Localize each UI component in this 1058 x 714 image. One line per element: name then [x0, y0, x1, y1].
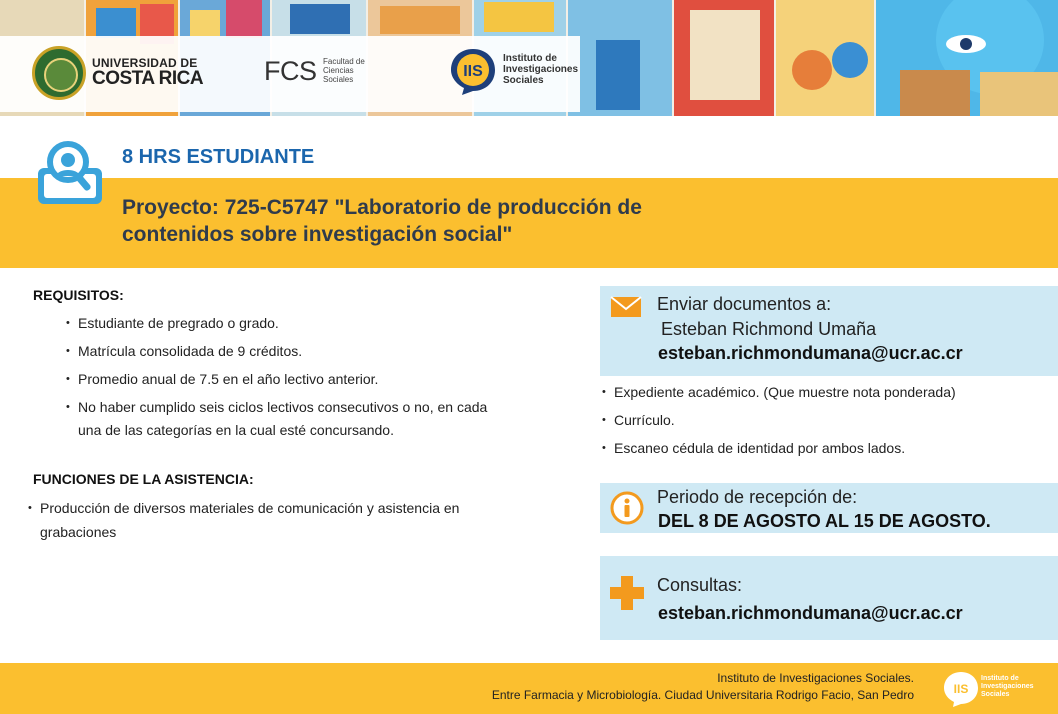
ucr-line2: COSTA RICA — [92, 68, 204, 89]
footer-line2: Entre Farmacia y Microbiología. Ciudad Universitaria Rodrigo Facio, San Pedro — [491, 688, 914, 702]
requisitos-heading: REQUISITOS: — [33, 287, 124, 303]
project-title — [122, 194, 762, 248]
enviar-label: Enviar documentos a: — [657, 294, 832, 314]
search-person-icon — [34, 138, 106, 206]
ucr-logo-text — [92, 57, 203, 88]
fcs-logo-subtitle — [323, 57, 365, 84]
list-item: • Producción de diversos materiales de comunicación y asistencia en grabaciones — [28, 496, 508, 544]
info-icon — [610, 491, 644, 525]
fcs-logo: FCS — [264, 56, 317, 86]
footer-iis-sub-line: Sociales — [981, 691, 1010, 698]
periodo-label: Periodo de recepción de: — [657, 487, 858, 507]
periodo-dates: DEL 8 DE AGOSTO AL 15 DE AGOSTO. — [658, 511, 991, 531]
funciones-list — [28, 496, 508, 544]
project-title-line: Proyecto: 725-C5747 "Laboratorio de producción de — [122, 196, 642, 219]
list-item: • Matrícula consolidada de 9 créditos. — [66, 340, 536, 363]
fcs-sub-line: Facultad de — [323, 57, 365, 66]
fcs-sub-line: Ciencias — [323, 66, 354, 75]
consultas-label: Consultas: — [657, 575, 743, 595]
list-item: • No haber cumplido seis ciclos lectivos consecutivos o no, en cada una de las categorías en la cual esté concursando. — [66, 396, 506, 442]
iis-logo-mark: IIS — [463, 63, 483, 80]
list-item: • Escaneo cédula de identidad por ambos lados. — [602, 436, 1052, 460]
hours-title: 8 HRS ESTUDIANTE — [122, 146, 315, 168]
footer-iis-sub-line: Investigaciones — [981, 683, 1034, 690]
list-item: • Currículo. — [602, 408, 1052, 432]
iis-sub-line: Investigaciones — [503, 64, 579, 75]
footer-line1: Instituto de Investigaciones Sociales. — [717, 671, 914, 685]
enviar-email: esteban.richmondumana@ucr.ac.cr — [658, 343, 963, 363]
list-item: • Estudiante de pregrado o grado. — [66, 312, 536, 335]
funciones-heading: FUNCIONES DE LA ASISTENCIA: — [33, 471, 254, 487]
iis-logo-subtitle — [503, 53, 578, 86]
enviar-name: Esteban Richmond Umaña — [661, 319, 877, 339]
envelope-icon — [610, 296, 642, 318]
plus-icon — [608, 574, 646, 612]
documentos-list — [602, 380, 1052, 464]
iis-sub-line: Sociales — [503, 75, 544, 86]
requisitos-list — [66, 312, 536, 447]
consultas-box — [600, 556, 1058, 640]
footer-iis-mark: IIS — [953, 682, 969, 696]
ucr-line1: UNIVERSIDAD DE — [92, 56, 198, 70]
footer-iis-logo — [942, 670, 980, 708]
project-title-line: contenidos sobre investigación social" — [122, 223, 513, 246]
ucr-seal-logo — [32, 46, 86, 100]
fcs-sub-line: Sociales — [323, 75, 354, 84]
footer-iis-sub-line: Instituto de — [981, 675, 1019, 682]
list-item: • Promedio anual de 7.5 en el año lectivo anterior. — [66, 368, 536, 391]
footer-iis-subtitle — [981, 675, 1034, 699]
list-item: • Expediente académico. (Que muestre nota ponderada) — [602, 380, 1052, 404]
iis-sub-line: Instituto de — [503, 53, 557, 64]
consultas-email: esteban.richmondumana@ucr.ac.cr — [658, 603, 963, 623]
iis-logo — [448, 46, 498, 96]
